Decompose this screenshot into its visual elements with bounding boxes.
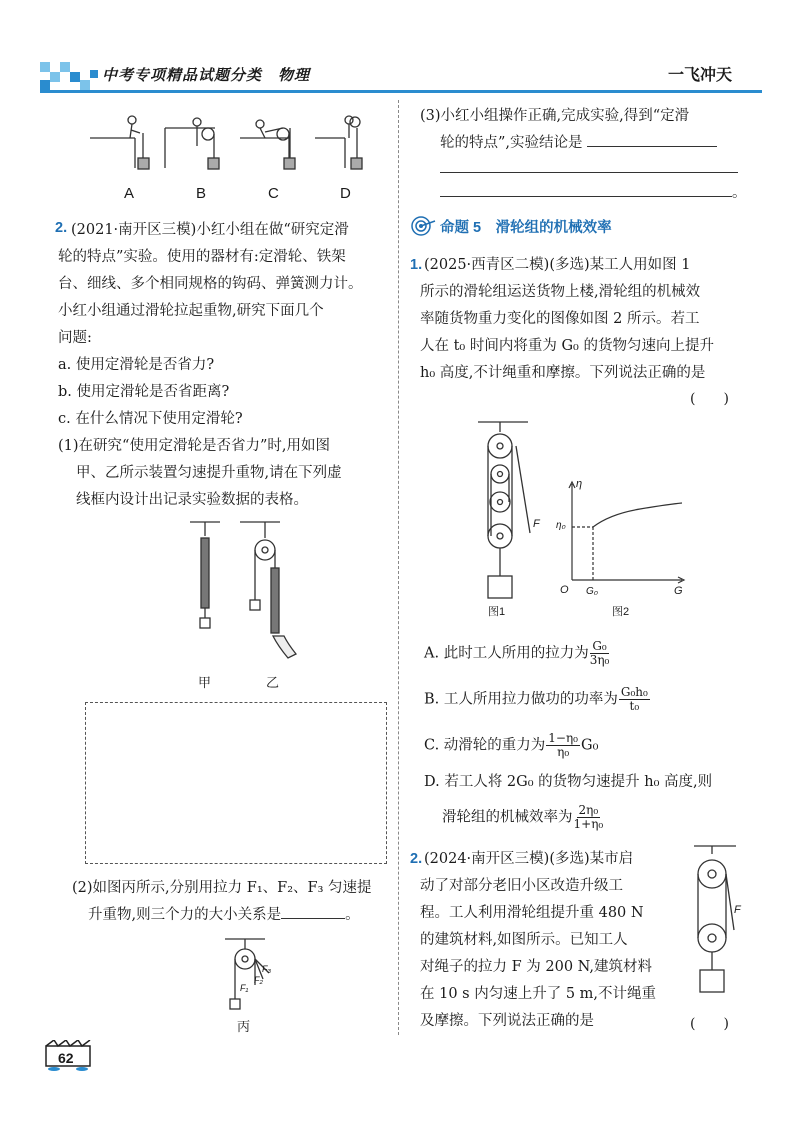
p2-line: 及摩擦。下列说法正确的是 xyxy=(420,1013,594,1029)
header-decoration xyxy=(40,62,110,90)
p2-line: 程。工人利用滑轮组提升重 480 N xyxy=(420,905,644,921)
q3-line2 xyxy=(440,130,717,157)
graph-y-axis-label: η xyxy=(576,478,583,490)
frac-denominator: 3η₀ xyxy=(589,653,610,667)
answer-table-box[interactable] xyxy=(85,702,387,864)
figure-1-pulley xyxy=(470,418,545,603)
answer-blank-conclusion-1[interactable] xyxy=(587,146,717,147)
q2-line: b. 使用定滑轮是否省距离? xyxy=(58,384,230,400)
answer-blank-conclusion-3[interactable] xyxy=(440,196,732,197)
frac-denominator: t₀ xyxy=(629,699,640,713)
option-c-tail: G₀ xyxy=(581,737,599,754)
header-title: 中考专项精品试题分类 物理 xyxy=(102,66,311,84)
problem-1-number: 1. xyxy=(410,257,423,273)
answer-blank-conclusion-3-row xyxy=(440,182,747,204)
frac-denominator: 1+η₀ xyxy=(573,817,604,831)
problem-1-text xyxy=(424,252,690,279)
question-2-body xyxy=(58,244,363,514)
section-title: 命题 5 滑轮组的机械效率 xyxy=(440,220,612,236)
q2-part2-line1: (2)如图丙所示,分别用拉力 F₁、F₂、F₃ 匀速提 xyxy=(72,880,372,896)
option-c[interactable] xyxy=(424,732,598,759)
force-label-p2: F xyxy=(734,904,741,916)
option-b-text: B. 工人所用拉力做功的功率为 xyxy=(424,691,618,708)
checker-logo-icon xyxy=(40,62,110,90)
q2-line: (1)在研究“使用定滑轮是否省力”时,用如图 xyxy=(58,438,330,454)
q3-line1: (3)小红小组操作正确,完成实验,得到“定滑 xyxy=(420,108,690,124)
problem-2-body xyxy=(420,873,656,1035)
p2-line: (2024·南开区三模)(多选)某市启 xyxy=(424,851,634,867)
q2-line: 轮的特点”实验。使用的器材有:定滑轮、铁架 xyxy=(58,249,346,265)
target-icon xyxy=(410,215,436,237)
figure-2-label: 图2 xyxy=(612,606,630,618)
option-label-d: D xyxy=(340,185,351,202)
option-a-fraction xyxy=(590,640,610,667)
q2-line: a. 使用定滑轮是否省力? xyxy=(58,357,215,373)
q2-line: 台、细线、多个相同规格的钩码、弹簧测力计。 xyxy=(58,276,363,292)
p2-line: 对绳子的拉力 F 为 200 N,建筑材料 xyxy=(420,959,653,975)
figure-label-bing: 丙 xyxy=(237,1020,251,1035)
p1-line: (2025·西青区二模)(多选)某工人用如图 1 xyxy=(424,257,691,273)
option-b[interactable] xyxy=(424,686,651,713)
q2-line: 线框内设计出记录实验数据的表格。 xyxy=(76,492,308,508)
answer-paren-p1[interactable]: ( ) xyxy=(690,391,729,407)
answer-blank-conclusion-2[interactable] xyxy=(440,172,738,173)
option-label-b: B xyxy=(196,185,207,202)
graph-x-axis-label: G xyxy=(674,585,683,597)
problem-2-number: 2. xyxy=(410,851,423,867)
p2-line: 动了对部分老旧小区改造升级工 xyxy=(420,878,623,894)
p1-line: 率随货物重力变化的图像如图 2 所示。若工 xyxy=(420,311,700,327)
p2-line: 的建筑材料,如图所示。已知工人 xyxy=(420,932,628,948)
p1-line: 人在 t₀ 时间内将重为 G₀ 的货物匀速向上提升 xyxy=(420,338,714,354)
force-label-f3: F₃ xyxy=(262,964,272,974)
frac-numerator: G₀h₀ xyxy=(620,685,648,699)
p1-line: 所示的滑轮组运送货物上楼,滑轮组的机械效 xyxy=(420,284,701,300)
frac-numerator: 1−η₀ xyxy=(548,731,578,745)
option-a[interactable] xyxy=(424,640,610,667)
q2-part2-end: 。 xyxy=(345,907,360,923)
figure-options-abcd xyxy=(85,108,385,183)
page-number: 62 xyxy=(58,1050,74,1066)
q2-line: 小红小组通过滑轮拉起重物,研究下面几个 xyxy=(58,303,324,319)
problem-1-body xyxy=(420,279,714,387)
q2-line: (2021·南开区三模)小红小组在做“研究定滑 xyxy=(71,222,349,238)
figure-2-efficiency-graph xyxy=(550,478,690,588)
force-label-f2: F₂ xyxy=(254,975,263,985)
option-d-line2 xyxy=(442,804,604,831)
brand-logo: 一飞冲天 xyxy=(668,65,733,84)
option-label-c: C xyxy=(268,185,279,202)
figure-label-jia: 甲 xyxy=(198,676,212,691)
option-d-line1[interactable]: D. 若工人将 2G₀ 的货物匀速提升 h₀ 高度,则 xyxy=(424,774,713,790)
option-a-text: A. 此时工人所用的拉力为 xyxy=(424,645,589,662)
question-2-text xyxy=(71,217,349,244)
option-c-text: C. 动滑轮的重力为 xyxy=(424,737,546,754)
figure-bing xyxy=(215,935,285,1015)
frac-denominator: η₀ xyxy=(557,745,570,759)
force-label-fig1: F xyxy=(533,518,540,530)
graph-x-mark: G₀ xyxy=(586,586,598,597)
q2-part2-text: 升重物,则三个力的大小关系是 xyxy=(88,907,282,923)
option-c-fraction xyxy=(546,732,580,759)
option-d-fraction xyxy=(574,804,604,831)
answer-blank-force-relation[interactable] xyxy=(281,918,345,919)
graph-y-mark: η₀ xyxy=(556,520,566,531)
q2-line: 问题: xyxy=(58,330,92,346)
figure-p2-pulley xyxy=(690,842,750,1007)
frac-numerator: 2η₀ xyxy=(578,803,599,817)
q3-text: 轮的特点”,实验结论是 xyxy=(440,135,583,151)
q2-part2-line2 xyxy=(88,904,360,926)
answer-paren-p2[interactable]: ( ) xyxy=(690,1016,729,1032)
figure-jia-yi xyxy=(185,518,315,668)
q2-line: 甲、乙所示装置匀速提升重物,请在下列虚 xyxy=(76,465,342,481)
figure-1-label: 图1 xyxy=(488,606,506,618)
q3-end: 。 xyxy=(732,185,747,201)
force-label-f1: F₁ xyxy=(240,983,249,993)
question-2-number: 2. xyxy=(55,220,68,236)
p2-line: 在 10 s 内匀速上升了 5 m,不计绳重 xyxy=(420,986,657,1002)
option-d-text: 滑轮组的机械效率为 xyxy=(442,809,573,826)
option-b-fraction xyxy=(619,686,650,713)
option-label-a: A xyxy=(124,185,135,202)
q2-line: c. 在什么情况下使用定滑轮? xyxy=(58,411,243,427)
graph-origin: O xyxy=(560,584,569,596)
column-divider xyxy=(398,100,399,1035)
header-rule xyxy=(40,90,762,93)
p1-line: h₀ 高度,不计绳重和摩擦。下列说法正确的是 xyxy=(420,365,706,381)
frac-numerator: G₀ xyxy=(592,639,607,653)
figure-label-yi: 乙 xyxy=(266,676,280,691)
problem-2-text xyxy=(424,846,633,873)
